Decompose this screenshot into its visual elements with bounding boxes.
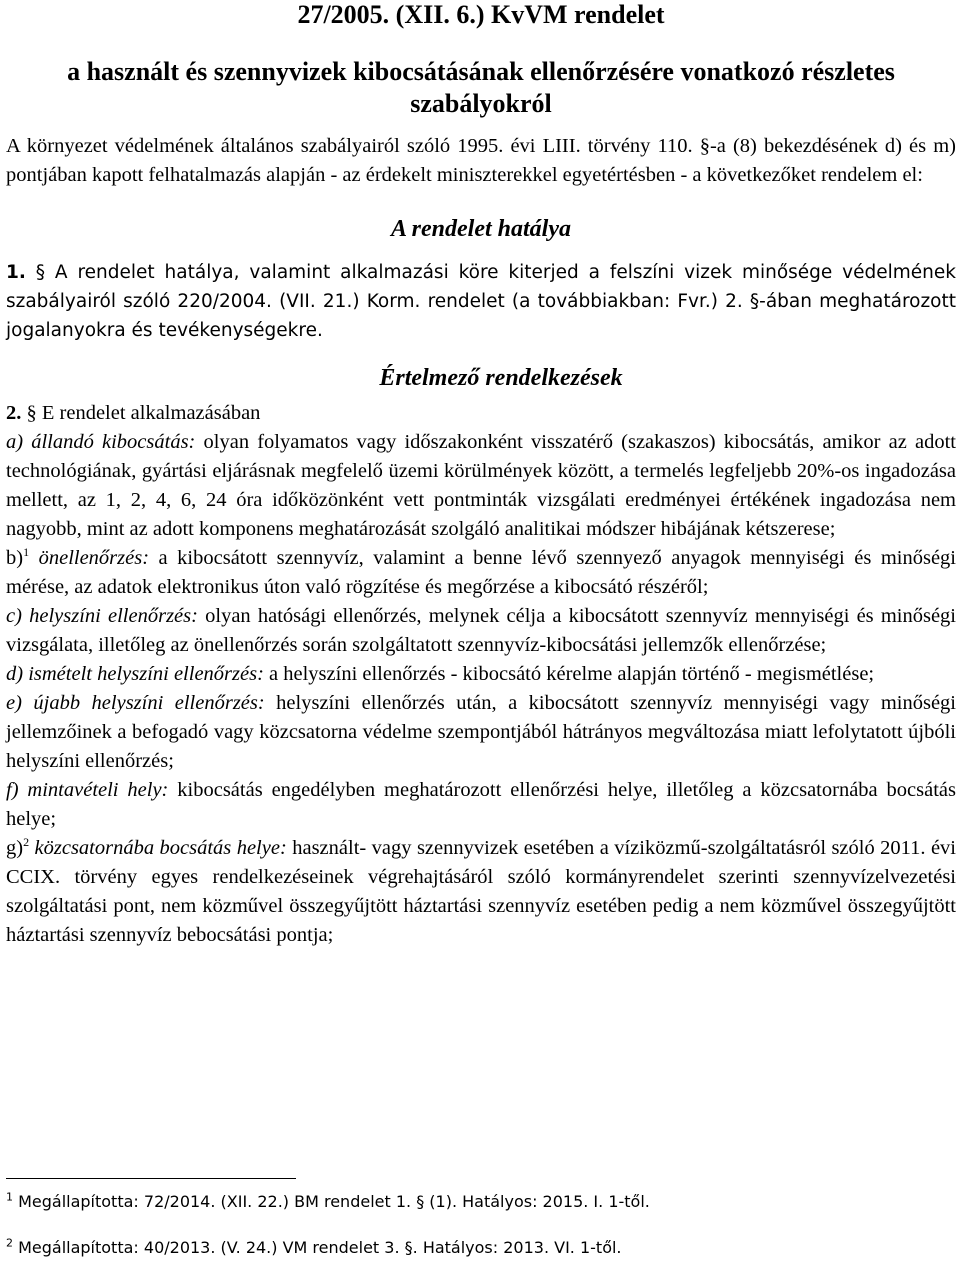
section-1-text: A rendelet hatálya, valamint alkalmazási köre kiterjed a felszíni vizek minősége védelmének szabályairól szóló 220/2004. (VII. 21.) Korm. rendelet (a továbbiakban: Fvr.) 2. §-ában meghatározott jogalanyokra és tevékenységekre. (6, 262, 956, 341)
section-sign: § (26, 402, 37, 424)
definition-g-label: g) (6, 837, 24, 859)
document-subtitle: a használt és szennyvizek kibocsátásának ellenőrzésére vonatkozó részletes szabályokról (67, 57, 895, 118)
definition-d-text: a helyszíni ellenőrzés - kibocsátó kérelme alapján történő - megismétlése; (263, 663, 875, 685)
document-title: 27/2005. (XII. 6.) KvVM rendelet (297, 0, 665, 29)
definition-b-text: a kibocsátott szennyvíz, valamint a benne lévő szennyező anyagok mennyiségi és minőségi mérése, az adatok elektronikus úton való rögzítése és megőrzése a kibocsátó részéről; (6, 547, 957, 598)
definition-e-term: e) újabb helyszíni ellenőrzés: (6, 692, 265, 714)
definition-e (6, 689, 956, 776)
section-sign: § (35, 262, 46, 283)
definition-f-text: kibocsátás engedélyben meghatározott ellenőrzési helye, illetőleg a közcsatornába bocsátás helye; (6, 779, 956, 830)
preamble: A környezet védelmének általános szabályairól szóló 1995. évi LIII. törvény 110. §-a (8) bekezdésének d) és m) pontjában kapott felhatalmazás alapján - az érdekelt miniszterekkel egyetértésben - a következőket rendelem el: (6, 135, 956, 186)
section-1 (6, 258, 956, 345)
definition-a-term: a) állandó kibocsátás: (6, 431, 196, 453)
section-heading-scope: A rendelet hatálya (391, 216, 571, 242)
footnote-2-text: Megállapította: 40/2013. (V. 24.) VM rendelet 3. §. Hatályos: 2013. VI. 1-től. (13, 1238, 622, 1257)
definition-g-term: közcsatornába bocsátás helye: (29, 837, 287, 859)
definition-b (6, 544, 956, 602)
footnote-2-number: 2 (6, 1236, 13, 1250)
section-2-lead (6, 399, 956, 428)
definition-a (6, 428, 956, 544)
footnote-1-text: Megállapította: 72/2014. (XII. 22.) BM rendelet 1. § (1). Hatályos: 2015. I. 1-től. (13, 1192, 650, 1211)
definition-c (6, 602, 956, 660)
definition-b-term: önellenőrzés: (29, 547, 150, 569)
definition-g (6, 834, 956, 950)
section-heading-definitions: Értelmező rendelkezések (379, 365, 623, 391)
section-2-number: 2. (6, 402, 22, 424)
footnote-1 (6, 1192, 650, 1212)
definition-d-term: d) ismételt helyszíni ellenőrzés: (6, 663, 264, 685)
footnote-separator (6, 1178, 296, 1179)
footnote-ref-2[interactable]: 2 (23, 835, 30, 850)
footnote-1-number: 1 (6, 1190, 13, 1204)
definition-g-text: használt- vagy szennyvizek esetében a víziközmű-szolgáltatásról szóló 2011. évi CCIX. törvény egyes rendelkezéseinek végrehajtásáról szóló kormányrendelet szerinti szennyvízelvezetési szolgáltatási pont, nem közművel összegyűjtött háztartási szennyvíz esetében pedig a nem közművel összegyűjtött háztartási szennyvíz bebocsátási pontja; (6, 837, 956, 946)
section-1-number: 1. (6, 262, 26, 283)
document-page (6, 0, 956, 950)
definition-f-term: f) mintavételi hely: (6, 779, 169, 801)
footnote-ref-1[interactable]: 1 (23, 545, 30, 560)
section-2-lead-text: E rendelet alkalmazásában (36, 402, 261, 424)
definition-c-text: olyan hatósági ellenőrzés, melynek célja a kibocsátott szennyvíz mennyiségi és minőségi vizsgálata, illetőleg az önellenőrzés során szolgáltatott szennyvíz-kibocsátási jellemzők ellenőrzése; (6, 605, 956, 656)
definition-f (6, 776, 956, 834)
definition-a-text: olyan folyamatos vagy időszakonként visszatérő (szakaszos) kibocsátás, amikor az adott technológiának, gyártási eljárásnak megfelelő üzemi körülmények között, a termelés legfeljebb 20%-os ingadozása mellett, az 1, 2, 4, 6, 24 óra időközönként vett pontminták vizsgálati eredményei értékének ingadozása nem nagyobb, mint az adott komponens meghatározását szolgáló analitikai módszer hibájának kétszerese; (6, 431, 956, 540)
definition-d (6, 660, 956, 689)
definition-b-label: b) (6, 547, 24, 569)
footnote-2 (6, 1238, 622, 1258)
definition-c-term: c) helyszíni ellenőrzés: (6, 605, 198, 627)
definition-e-text: helyszíni ellenőrzés után, a kibocsátott szennyvíz mennyiségi vagy minőségi jellemzőinek a befogadó vagy közcsatorna védelme szempontjából hátrányos megváltozása miatt lefolytatott újbóli helyszíni ellenőrzés; (6, 692, 956, 772)
